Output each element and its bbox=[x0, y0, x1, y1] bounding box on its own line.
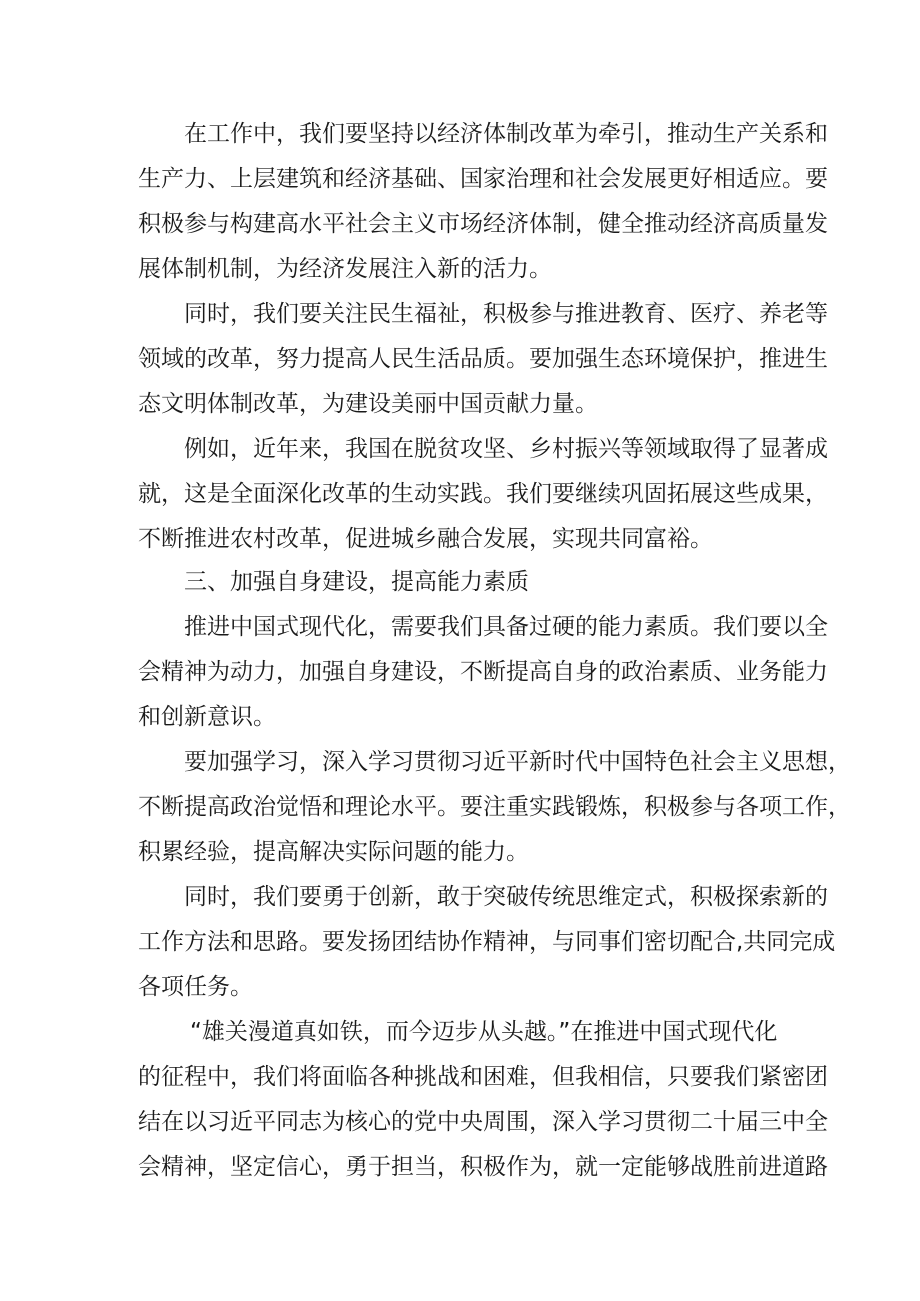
paragraph-line: 不断提高政治觉悟和理论水平。要注重实践锻炼，积极参与各项工作， bbox=[138, 794, 851, 820]
paragraph-line: 不断推进农村改革，促进城乡融合发展，实现共同富裕。 bbox=[138, 526, 713, 552]
paragraph-line: 工作方法和思路。要发扬团结协作精神，与同事们密切配合,共同完成 bbox=[138, 929, 836, 955]
paragraph-line: 同时，我们要关注民生福祉，积极参与推进教育、医疗、养老等 bbox=[184, 301, 828, 327]
paragraph-line: 推进中国式现代化，需要我们具备过硬的能力素质。我们要以全 bbox=[184, 614, 828, 640]
paragraph-line: 例如，近年来，我国在脱贫攻坚、乡村振兴等领域取得了显著成 bbox=[184, 436, 828, 462]
paragraph-line: 在工作中，我们要坚持以经济体制改革为牵引，推动生产关系和 bbox=[184, 121, 828, 147]
paragraph-line: 生产力、上层建筑和经济基础、国家治理和社会发展更好相适应。要 bbox=[138, 166, 828, 192]
section-heading: 三、加强自身建设，提高能力素质 bbox=[184, 569, 529, 595]
paragraph-line: 会精神为动力，加强自身建设，不断提高自身的政治素质、业务能力 bbox=[138, 659, 828, 685]
paragraph-line: 会精神，坚定信心，勇于担当，积极作为，就一定能够战胜前进道路 bbox=[138, 1154, 828, 1180]
paragraph-line: 积累经验，提高解决实际问题的能力。 bbox=[138, 839, 529, 865]
quote-line: “雄关漫道真如铁，而今迈步从头越。”在推进中国式现代化 bbox=[190, 1019, 778, 1045]
paragraph-line: 的征程中，我们将面临各种挑战和困难，但我相信，只要我们紧密团 bbox=[138, 1064, 828, 1090]
paragraph-line: 同时，我们要勇于创新，敢于突破传统思维定式，积极探索新的 bbox=[184, 884, 828, 910]
paragraph-line: 结在以习近平同志为核心的党中央周围，深入学习贯彻二十届三中全 bbox=[138, 1109, 828, 1135]
paragraph-line: 和创新意识。 bbox=[138, 704, 276, 730]
paragraph-line: 积极参与构建高水平社会主义市场经济体制，健全推动经济高质量发 bbox=[138, 211, 828, 237]
paragraph-line: 展体制机制，为经济发展注入新的活力。 bbox=[138, 256, 552, 282]
paragraph-line: 态文明体制改革，为建设美丽中国贡献力量。 bbox=[138, 391, 598, 417]
paragraph-line: 领域的改革，努力提高人民生活品质。要加强生态环境保护，推进生 bbox=[138, 346, 828, 372]
paragraph-line: 就，这是全面深化改革的生动实践。我们要继续巩固拓展这些成果， bbox=[138, 481, 828, 507]
paragraph-line: 要加强学习，深入学习贯彻习近平新时代中国特色社会主义思想， bbox=[184, 749, 851, 775]
paragraph-line: 各项任务。 bbox=[138, 974, 253, 1000]
